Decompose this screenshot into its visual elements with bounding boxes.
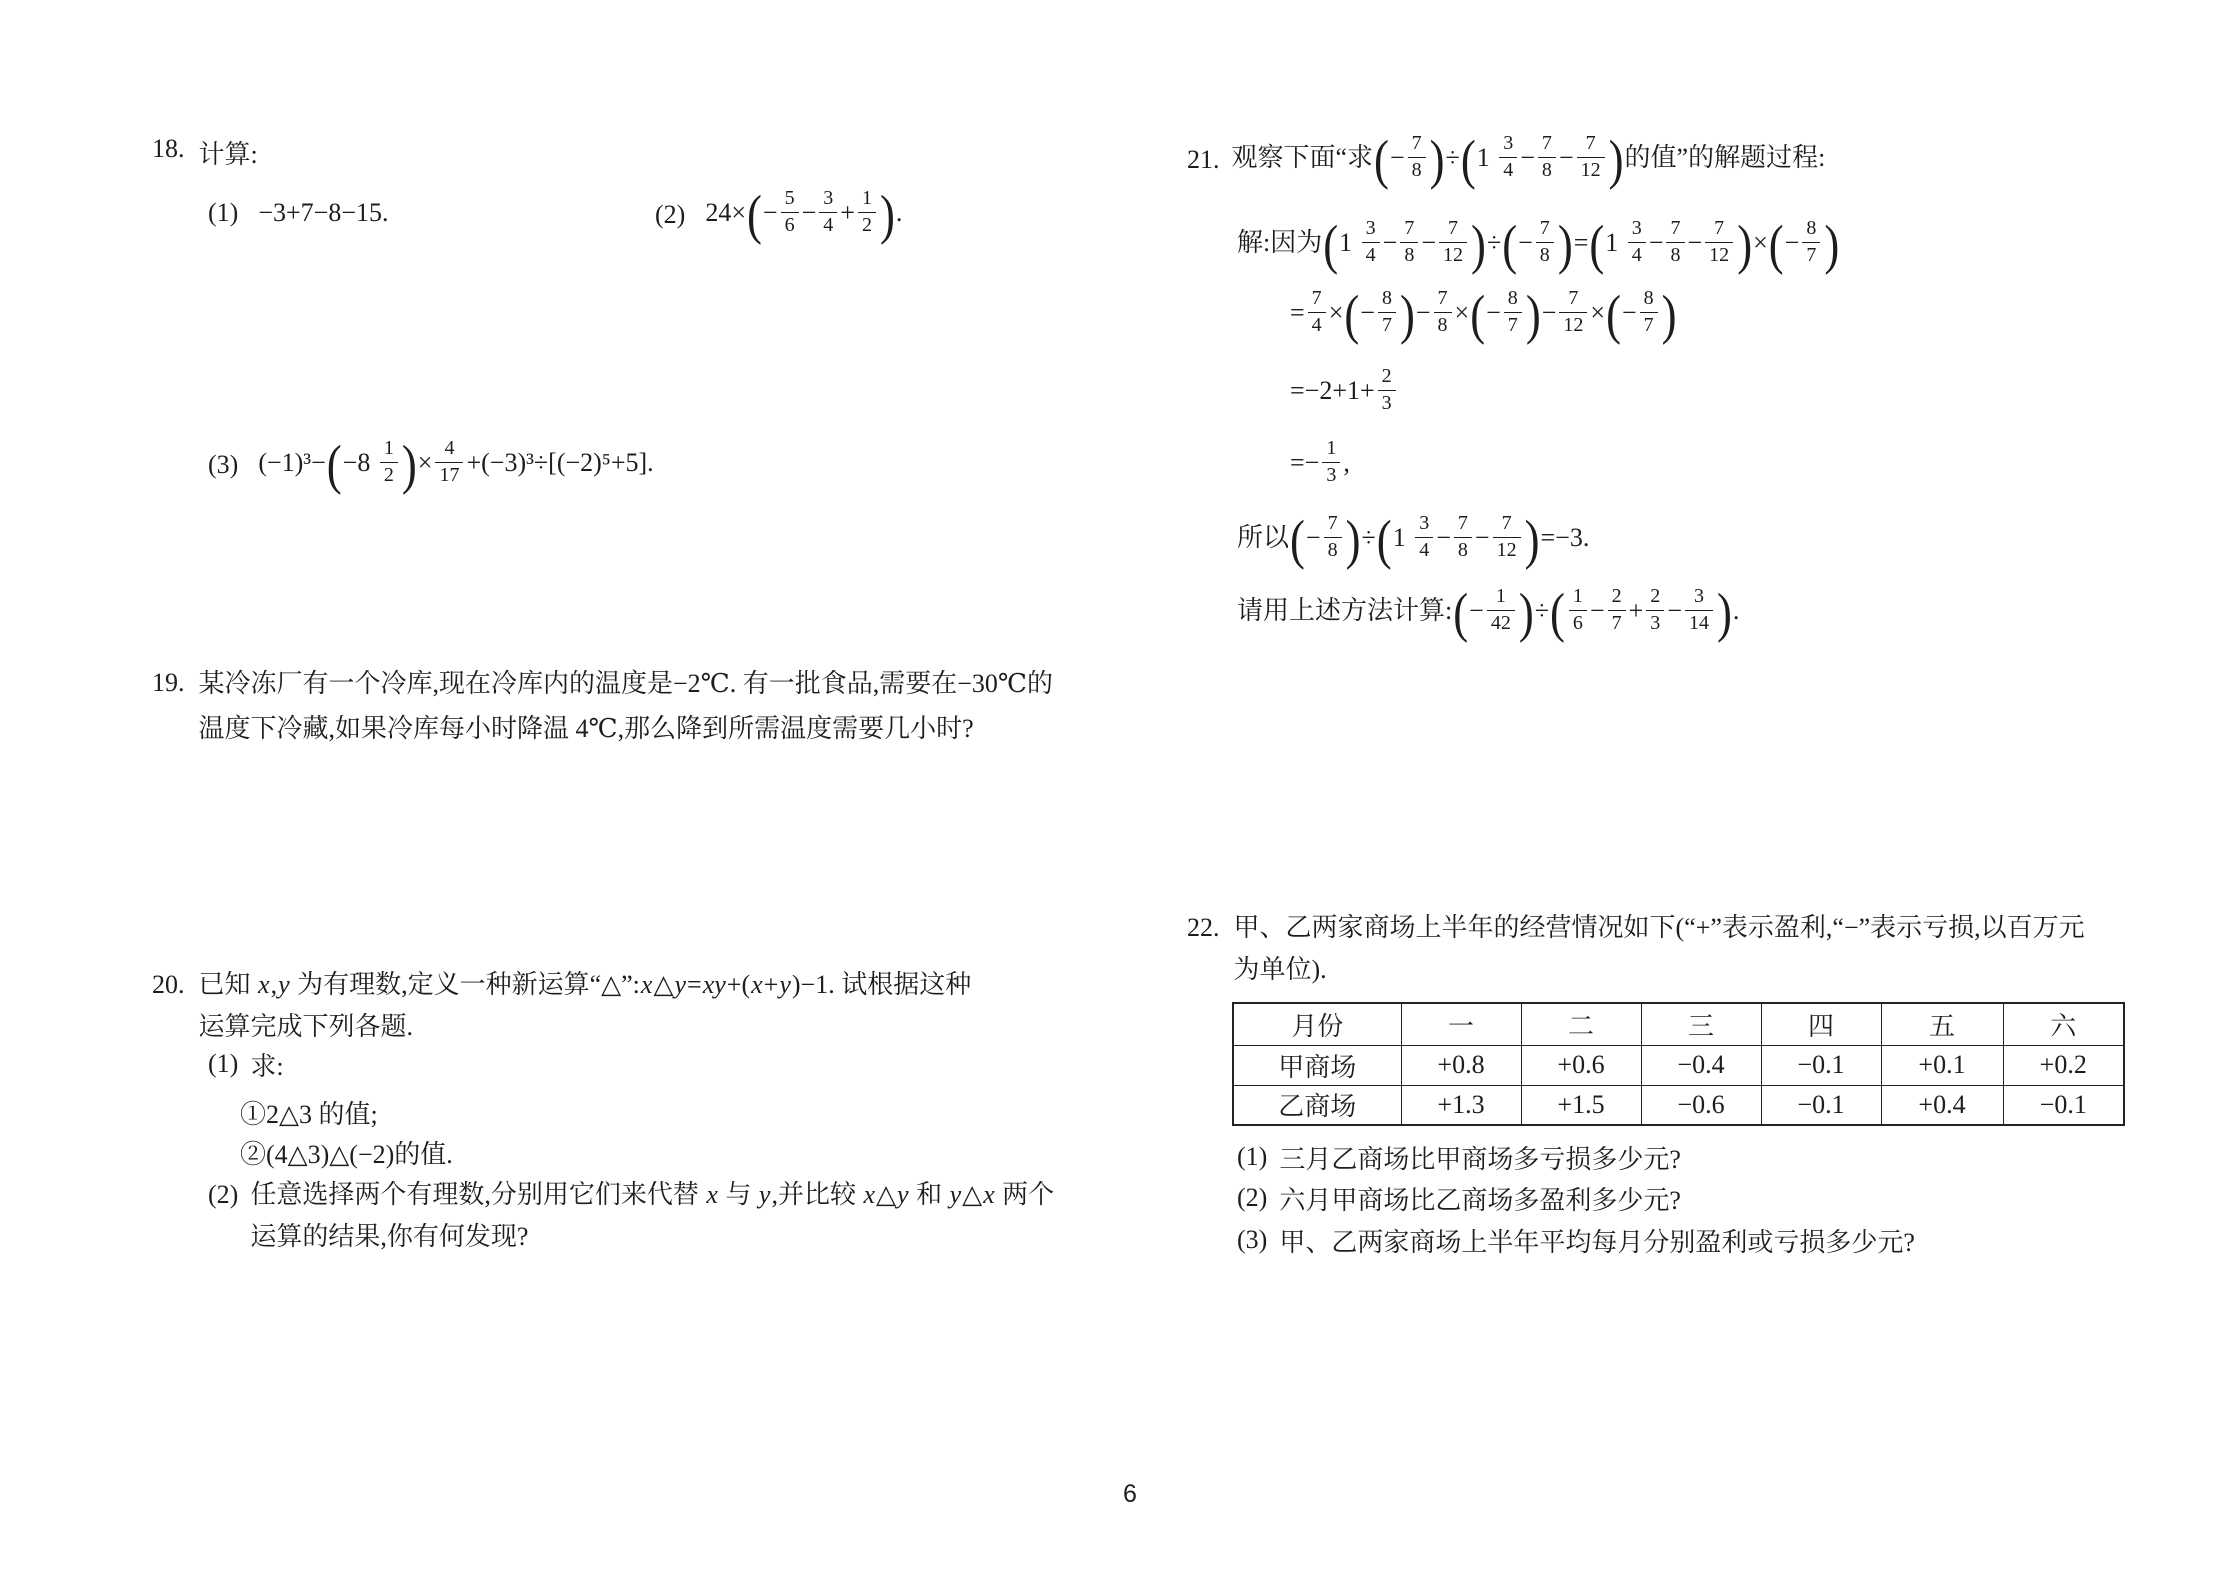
fraction: $\frac{7}{8}$ (1324, 512, 1342, 562)
math-expression: 解:因为(1 $\frac{3}{4}$ − $\frac{7}{8}$ − $\frac{7}{12}$ )÷(− $\frac{7}{8}$ )=(1 $\frac{3}{4}$ − $\frac{7}{8}$ − $\frac{7}{12}$ )×(− $\frac{8}{7}$ ) (1237, 214, 1840, 276)
problem-22-question-2 (1237, 1177, 1681, 1219)
problem-text-line: 为单位). (1233, 955, 1327, 984)
table-header-cell: 六 (2003, 1003, 2124, 1045)
fraction: $\frac{7}{12}$ (1493, 512, 1521, 562)
fraction: $\frac{3}{4}$ (1415, 512, 1433, 562)
fraction: $\frac{7}{12}$ (1705, 217, 1733, 267)
big-paren-close: ) (1661, 284, 1677, 346)
solution-line (1290, 353, 1399, 433)
fraction: $\frac{7}{12}$ (1577, 132, 1605, 182)
table-header-cell: 二 (1521, 1003, 1641, 1045)
big-paren-open: ( (1589, 214, 1605, 276)
fraction: $\frac{7}{8}$ (1454, 512, 1472, 562)
fraction: $\frac{2}{3}$ (1378, 365, 1396, 415)
fraction: $\frac{1}{2}$ (858, 187, 876, 237)
big-paren-open: ( (747, 184, 762, 246)
problem-21-heading (1187, 115, 1825, 205)
problem-title: 计算: (198, 140, 258, 169)
problem-number: 18. (152, 134, 185, 163)
math-expression: = $\frac{7}{4}$ ×(− $\frac{8}{7}$ )− $\frac{7}{8}$ ×(− $\frac{8}{7}$ )− $\frac{7}{12}$ ×(− $\frac{8}{7}$ ) (1290, 284, 1677, 346)
fraction: $\frac{3}{4}$ (1499, 132, 1517, 182)
fraction: $\frac{2}{7}$ (1608, 585, 1626, 635)
problem-20-part-1 (208, 1043, 284, 1085)
big-paren-open: ( (1290, 509, 1305, 571)
problem-text (199, 661, 1054, 751)
big-paren-close: ) (1737, 214, 1753, 276)
fraction: $\frac{1}{3}$ (1322, 437, 1340, 487)
math-expression: 24×(− $\frac{5}{6}$ − $\frac{3}{4}$ + $\frac{1}{2}$ ). (705, 184, 903, 246)
fraction: $\frac{7}{8}$ (1666, 217, 1684, 267)
table-cell: +0.8 (1401, 1045, 1521, 1085)
fraction: $\frac{7}{8}$ (1408, 132, 1426, 182)
table-cell: +0.6 (1521, 1045, 1641, 1085)
big-paren-open: ( (1606, 284, 1621, 346)
problem-text (1234, 907, 2085, 991)
big-paren-close: ) (401, 434, 417, 496)
fraction: $\frac{1}{2}$ (380, 437, 398, 487)
big-paren-close: ) (1429, 129, 1445, 191)
big-paren-close: ) (1525, 284, 1541, 346)
table-row-label: 乙商场 (1233, 1085, 1401, 1125)
math-expression: =− $\frac{1}{3}$ , (1290, 436, 1350, 486)
fraction: $\frac{7}{8}$ (1536, 217, 1554, 267)
profit-table (1232, 1002, 2125, 1126)
problem-18-item-2 (655, 172, 902, 258)
item-label: (1) (208, 197, 239, 227)
table-cell: −0.4 (1641, 1045, 1761, 1085)
problem-20-sub-item-2 (240, 1131, 453, 1173)
fraction: $\frac{7}{8}$ (1538, 132, 1556, 182)
problem-text-line: 运算完成下列各题. (198, 1012, 414, 1041)
problem-18-item-1 (208, 191, 388, 234)
fraction: $\frac{7}{4}$ (1308, 287, 1326, 337)
item-label: (2) (655, 200, 686, 229)
problem-text-line: 已知 x,y 为有理数,定义一种新运算“△”:x△y=xy+(x+y)−1. 试根据这种 (198, 970, 972, 999)
table-row-label: 甲商场 (1233, 1045, 1401, 1085)
big-paren-open: ( (1502, 214, 1518, 276)
fraction: $\frac{3}{4}$ (819, 187, 837, 237)
problem-18-heading (152, 134, 258, 171)
big-paren-close: ) (1345, 509, 1361, 571)
problem-number: 19. (152, 668, 185, 697)
fraction: $\frac{1}{42}$ (1487, 585, 1515, 635)
problem-19 (152, 661, 1053, 751)
question-text: 甲、乙两家商场上半年平均每月分别盈利或亏损多少元? (1279, 1227, 1915, 1257)
big-paren-close: ) (1608, 129, 1624, 191)
fraction: $\frac{3}{4}$ (1628, 217, 1646, 267)
fraction: $\frac{2}{3}$ (1646, 585, 1664, 635)
problem-text-line: 任意选择两个有理数,分别用它们来代替 x 与 y,并比较 x△y 和 y△x 两个 (250, 1180, 1055, 1209)
table-cell: +1.3 (1401, 1085, 1521, 1125)
fraction: $\frac{4}{17}$ (435, 437, 463, 487)
table-row (1233, 1085, 2124, 1125)
question-label: (3) (1237, 1225, 1268, 1254)
question-text: 六月甲商场比乙商场多盈利多少元? (1279, 1185, 1681, 1215)
problem-22-question-1 (1237, 1136, 1681, 1178)
problem-20-heading (152, 964, 971, 1048)
table-header-cell: 三 (1641, 1003, 1761, 1045)
big-paren-open: ( (1453, 582, 1469, 644)
big-paren-close: ) (1717, 582, 1732, 644)
fraction: $\frac{3}{4}$ (1362, 217, 1380, 267)
problem-18-item-3 (208, 422, 654, 508)
math-expression: 观察下面“求(− $\frac{7}{8}$ )÷(1 $\frac{3}{4}$ − $\frac{7}{8}$ − $\frac{7}{12}$ )的值”的解题过程: (1231, 129, 1826, 191)
problem-number: 20. (152, 970, 185, 999)
big-paren-open: ( (326, 434, 342, 496)
big-paren-open: ( (1376, 509, 1392, 571)
problem-text (199, 964, 972, 1048)
fraction: $\frac{7}{8}$ (1434, 287, 1452, 337)
table-cell: +0.2 (2003, 1045, 2124, 1085)
table-cell: −0.1 (1761, 1085, 1881, 1125)
big-paren-close: ) (1824, 214, 1840, 276)
sub-item-text: ②(4△3)△(−2)的值. (240, 1139, 453, 1169)
big-paren-open: ( (1460, 129, 1476, 191)
item-label: (3) (208, 450, 239, 479)
fraction: $\frac{8}{7}$ (1802, 217, 1820, 267)
problem-text-line: 温度下冷藏,如果冷库每小时降温 4℃,那么降到所需温度需要几小时? (198, 714, 974, 743)
item-label: (1) (208, 1049, 239, 1078)
big-paren-open: ( (1768, 214, 1784, 276)
math-expression: (−1)³−(−8 $\frac{1}{2}$ )× $\frac{4}{17}$ +(−3)³÷[(−2)⁵+5]. (258, 434, 654, 496)
math-expression: 请用上述方法计算:(− $\frac{1}{42}$ )÷( $\frac{1}{6}$ − $\frac{2}{7}$ + $\frac{2}{3}$ − $\frac{3}{14}$ ). (1237, 582, 1740, 644)
fraction: $\frac{8}{7}$ (1640, 287, 1658, 337)
problem-number: 22. (1187, 913, 1220, 942)
table-cell: −0.1 (2003, 1085, 2124, 1125)
table-cell: −0.6 (1641, 1085, 1761, 1125)
big-paren-close: ) (1399, 284, 1415, 346)
sub-item-text: ①2△3 的值; (240, 1099, 378, 1129)
big-paren-open: ( (1550, 582, 1565, 644)
fraction: $\frac{7}{12}$ (1439, 217, 1467, 267)
problem-22-heading (1187, 907, 2085, 991)
fraction: $\frac{7}{8}$ (1400, 217, 1418, 267)
problem-20-sub-item-1 (240, 1091, 378, 1133)
big-paren-open: ( (1470, 284, 1486, 346)
question-text: 三月乙商场比甲商场多亏损多少元? (1279, 1144, 1681, 1174)
fraction: $\frac{7}{12}$ (1559, 287, 1587, 337)
table-header-row (1233, 1003, 2124, 1045)
table-header-cell: 五 (1881, 1003, 2003, 1045)
math-expression: 所以(− $\frac{7}{8}$ )÷(1 $\frac{3}{4}$ − $\frac{7}{8}$ − $\frac{7}{12}$ )=−3. (1237, 509, 1590, 571)
item-text: 求: (250, 1051, 284, 1081)
table-header-cell: 月份 (1233, 1003, 1401, 1045)
big-paren-open: ( (1344, 284, 1360, 346)
problem-20-part-2 (208, 1174, 1054, 1258)
math-expression: −3+7−8−15. (258, 197, 389, 227)
table-header-cell: 四 (1761, 1003, 1881, 1045)
big-paren-close: ) (1471, 214, 1486, 276)
problem-text-line: 某冷冻厂有一个冷库,现在冷库内的温度是−2℃. 有一批食品,需要在−30℃的 (198, 669, 1053, 698)
table-cell: −0.1 (1761, 1045, 1881, 1085)
fraction: $\frac{1}{6}$ (1569, 585, 1587, 635)
solution-line (1290, 425, 1350, 505)
table-cell: +1.5 (1521, 1085, 1641, 1125)
problem-number: 21. (1187, 145, 1220, 174)
math-expression: =−2+1+ $\frac{2}{3}$ (1290, 368, 1399, 418)
solution-line (1290, 270, 1678, 360)
problem-text-line: 甲、乙两家商场上半年的经营情况如下(“+”表示盈利,“−”表示亏损,以百万元 (1233, 913, 2085, 942)
big-paren-close: ) (1524, 509, 1540, 571)
table-cell: +0.1 (1881, 1045, 2003, 1085)
task-line (1237, 568, 1739, 658)
big-paren-open: ( (1323, 214, 1339, 276)
table-cell: +0.4 (1881, 1085, 2003, 1125)
item-label: (2) (208, 1180, 239, 1209)
problem-text-line: 运算的结果,你有何发现? (250, 1222, 529, 1251)
problem-22-question-3 (1237, 1219, 1915, 1261)
page-number: 6 (1123, 1480, 1137, 1508)
table-header-cell: 一 (1401, 1003, 1521, 1045)
fraction: $\frac{8}{7}$ (1378, 287, 1396, 337)
big-paren-close: ) (879, 184, 895, 246)
fraction: $\frac{3}{14}$ (1685, 585, 1713, 635)
big-paren-open: ( (1374, 129, 1389, 191)
question-label: (1) (1237, 1142, 1268, 1171)
question-label: (2) (1237, 1183, 1268, 1212)
fraction: $\frac{5}{6}$ (781, 187, 799, 237)
big-paren-close: ) (1518, 582, 1534, 644)
fraction: $\frac{8}{7}$ (1504, 287, 1522, 337)
big-paren-close: ) (1557, 214, 1573, 276)
table-row (1233, 1045, 2124, 1085)
item-text (250, 1174, 1054, 1258)
